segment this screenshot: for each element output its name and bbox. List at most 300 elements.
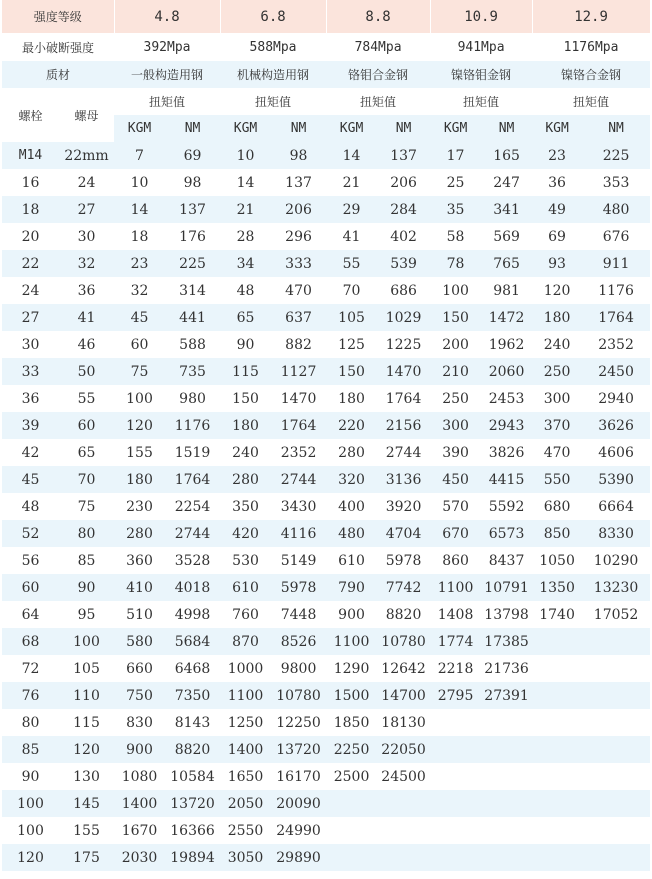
torque-nm: 2940 [598,390,634,407]
nut-size: 32 [59,250,114,277]
bolt-size: 24 [21,282,40,299]
torque-nm: 27391 [481,682,532,709]
torque-kgm: 60 [130,336,149,353]
torque-kgm: 860 [442,552,469,569]
torque-nm: 8143 [174,714,211,731]
torque-kgm: 200 [442,336,469,353]
table-row [2,574,650,601]
torque-nm: 176 [179,228,206,245]
torque-nm [582,763,650,790]
torque-nm [582,655,650,682]
torque-nm: 8526 [271,628,326,655]
torque-nm: 5149 [280,552,317,569]
bolt-size: 33 [2,358,59,385]
torque-nm: 588 [179,336,206,353]
torque-kgm: 420 [220,520,271,547]
torque-nm: 4606 [598,444,634,461]
torque-nm: 3826 [488,444,525,461]
grade-6-8: 6.8 [220,0,326,34]
grade-10-9: 10.9 [430,0,532,34]
table-row [2,385,650,412]
table-row [2,682,650,709]
torque-nm: 8820 [385,606,422,623]
torque-nm: 2744 [385,444,422,461]
torque-kgm: 300 [430,412,481,439]
torque-nm: 29890 [271,844,326,871]
torque-nm: 10584 [170,768,215,785]
torque-nm: 3430 [280,498,317,515]
torque-nm [377,844,430,871]
torque-kgm: 1400 [220,736,271,763]
table-row [2,628,650,655]
torque-nm: 69 [165,142,220,169]
torque-nm: 8330 [582,520,650,547]
torque-nm [582,844,650,871]
unit-kgm-header: KGM [220,115,271,142]
torque-kgm: 570 [442,498,469,515]
torque-kgm: 790 [326,574,377,601]
torque-kgm: 100 [442,282,469,299]
torque-nm: 10791 [481,574,532,601]
torque-kgm: 580 [114,628,165,655]
torque-nm: 676 [602,228,630,245]
torque-kgm: 350 [232,498,259,515]
torque-kgm: 14 [236,174,255,191]
torque-kgm: 55 [326,250,377,277]
torque-kgm: 2050 [220,790,271,817]
torque-kgm [430,817,481,844]
torque-kgm: 1250 [227,714,264,731]
torque-kgm: 65 [220,304,271,331]
torque-nm: 24500 [381,768,426,785]
torque-kgm [326,817,377,844]
torque-kgm: 610 [220,574,271,601]
torque-nm: 225 [582,142,650,169]
torque-kgm: 900 [338,606,365,623]
torque-nm: 2060 [481,358,532,385]
table-row [2,196,650,223]
bolt-size: 16 [21,174,40,191]
torque-nm: 686 [390,282,417,299]
torque-nm: 911 [582,250,650,277]
nut-size: 155 [73,822,100,839]
torque-nm: 480 [582,196,650,223]
torque-nm [377,790,430,817]
torque-nm: 1519 [174,444,211,461]
torque-kgm: 1080 [121,768,158,785]
torque-kgm: 1290 [333,660,370,677]
torque-nm: 1176 [165,412,220,439]
strength-value: 588Mpa [249,40,297,55]
torque-kgm [430,736,481,763]
bolt-size: 72 [21,660,40,677]
torque-nm: 882 [285,336,312,353]
torque-kgm: 48 [236,282,255,299]
torque-nm: 569 [493,228,520,245]
torque-kgm: 2550 [227,822,264,839]
torque-nm: 7448 [280,606,317,623]
torque-nm: 2254 [174,498,211,515]
unit-kgm-header: KGM [114,115,165,142]
bolt-size: 90 [21,768,40,785]
torque-nm: 5978 [271,574,326,601]
table-row [2,763,650,790]
torque-kgm: 280 [114,520,165,547]
torque-nm: 10290 [593,552,639,569]
bolt-size: 60 [2,574,59,601]
torque-kgm: 480 [326,520,377,547]
torque-nm: 314 [179,282,206,299]
torque-kgm: 530 [232,552,259,569]
torque-kgm: 90 [236,336,255,353]
torque-nm: 20090 [271,790,326,817]
torque-nm: 1764 [582,304,650,331]
nut-size: 30 [77,228,96,245]
unit-nm-header: NM [377,115,430,142]
torque-nm: 5390 [582,466,650,493]
unit-kgm-header: KGM [326,115,377,142]
torque-group-header: 扭矩值 [255,95,292,109]
torque-nm: 12250 [276,714,321,731]
torque-kgm: 2500 [333,768,370,785]
torque-nm: 16366 [170,822,215,839]
torque-kgm: 1100 [326,628,377,655]
torque-nm: 2450 [582,358,650,385]
torque-kgm: 510 [126,606,153,623]
torque-nm [481,736,532,763]
torque-kgm: 120 [543,282,571,299]
torque-nm: 353 [602,174,630,191]
grade-12-9: 12.9 [532,0,650,34]
torque-kgm: 29 [326,196,377,223]
torque-nm: 6573 [481,520,532,547]
torque-kgm [532,628,582,655]
torque-nm [582,790,650,817]
torque-nm: 1225 [385,336,422,353]
nut-size: 115 [73,714,100,731]
torque-kgm: 150 [232,390,259,407]
torque-kgm: 7 [114,142,165,169]
torque-nm: 17385 [481,628,532,655]
torque-nm: 137 [377,142,430,169]
nut-size: 80 [59,520,114,547]
nut-size: 100 [59,628,114,655]
torque-nm [582,736,650,763]
nut-size: 41 [59,304,114,331]
table-row [2,709,650,736]
grade-4-8: 4.8 [114,0,220,34]
torque-nm: 10780 [377,628,430,655]
torque-kgm: 370 [532,412,582,439]
torque-nm: 5684 [165,628,220,655]
bolt-size: 45 [2,466,59,493]
torque-nm: 2352 [598,336,634,353]
torque-kgm: 1740 [539,606,575,623]
torque-kgm: 115 [220,358,271,385]
nut-size: 46 [77,336,96,353]
torque-nm: 13230 [582,574,650,601]
torque-kgm: 470 [543,444,571,461]
nut-size: 85 [77,552,96,569]
torque-kgm: 2795 [430,682,481,709]
torque-kgm: 250 [532,358,582,385]
torque-table-body [2,0,650,871]
torque-nm: 1470 [377,358,430,385]
nut-size: 120 [59,736,114,763]
torque-kgm: 180 [220,412,271,439]
torque-kgm: 23 [532,142,582,169]
torque-nm: 5978 [385,552,422,569]
torque-nm: 470 [285,282,312,299]
bolt-size: 52 [2,520,59,547]
torque-kgm: 34 [220,250,271,277]
material-value: 镍铬合金钢 [532,61,650,88]
bolt-size: 100 [2,790,59,817]
material-value: 一般构造用钢 [114,61,220,88]
nut-size: 175 [59,844,114,871]
torque-nm: 17052 [593,606,639,623]
torque-kgm: 750 [114,682,165,709]
strength-value: 784Mpa [354,40,402,55]
torque-nm: 206 [271,196,326,223]
torque-kgm [532,844,582,871]
torque-nm: 2156 [377,412,430,439]
unit-nm-header: NM [481,115,532,142]
torque-nm: 1029 [377,304,430,331]
torque-kgm: 230 [126,498,153,515]
torque-kgm: 1408 [437,606,474,623]
torque-kgm [430,763,481,790]
torque-nm [481,709,532,736]
torque-kgm: 680 [543,498,571,515]
torque-kgm: 1670 [121,822,158,839]
torque-nm: 441 [165,304,220,331]
torque-kgm: 35 [430,196,481,223]
torque-nm: 8437 [488,552,525,569]
torque-kgm: 93 [532,250,582,277]
nut-size: 50 [59,358,114,385]
torque-nm: 98 [183,174,202,191]
torque-nm: 1962 [488,336,525,353]
nut-size: 70 [59,466,114,493]
torque-kgm [430,709,481,736]
torque-kgm: 150 [430,304,481,331]
torque-kgm [326,844,377,871]
torque-kgm: 100 [126,390,153,407]
torque-nm: 14700 [377,682,430,709]
torque-kgm: 105 [326,304,377,331]
torque-nm [481,817,532,844]
bolt-size: 80 [21,714,40,731]
table-row [2,844,650,871]
strength-label: 最小破断强度 [22,41,95,55]
torque-kgm: 870 [220,628,271,655]
table-row [2,466,650,493]
torque-kgm: 45 [114,304,165,331]
torque-kgm: 36 [548,174,566,191]
torque-kgm: 320 [326,466,377,493]
torque-kgm: 1100 [220,682,271,709]
torque-kgm: 240 [232,444,259,461]
table-row [2,223,650,250]
bolt-size: 56 [21,552,40,569]
torque-nm: 13798 [484,606,529,623]
torque-nm: 981 [493,282,520,299]
material-label: 质材 [2,61,114,88]
torque-nm: 2453 [488,390,525,407]
torque-kgm [532,682,582,709]
torque-kgm: 400 [338,498,365,515]
torque-kgm [532,817,582,844]
torque-kgm: 900 [114,736,165,763]
table-row [2,277,650,304]
torque-nm: 19894 [165,844,220,871]
torque-group-header: 扭矩值 [463,95,500,109]
torque-kgm: 2218 [437,660,474,677]
torque-kgm: 21 [342,174,361,191]
torque-nm [582,709,650,736]
nut-size: 90 [59,574,114,601]
torque-nm [481,763,532,790]
torque-kgm: 180 [114,466,165,493]
torque-nm: 1470 [280,390,317,407]
torque-nm: 225 [165,250,220,277]
torque-kgm: 760 [232,606,259,623]
torque-nm [377,817,430,844]
bolt-size: 18 [2,196,59,223]
table-row [2,817,650,844]
table-row [2,736,650,763]
bolt-size: 68 [2,628,59,655]
torque-kgm: 155 [126,444,153,461]
table-row [2,790,650,817]
torque-nm: 4704 [377,520,430,547]
torque-kgm: 58 [446,228,465,245]
table-row [2,331,650,358]
torque-group-header: 扭矩值 [573,95,610,109]
torque-nm [481,790,532,817]
torque-nm: 1472 [481,304,532,331]
torque-kgm: 14 [114,196,165,223]
torque-kgm: 550 [532,466,582,493]
torque-kgm [430,844,481,871]
torque-kgm: 240 [543,336,571,353]
torque-kgm: 21 [220,196,271,223]
strength-value: 392Mpa [143,40,191,55]
torque-kgm: 1050 [539,552,575,569]
table-row [2,304,650,331]
bolt-size: M14 [2,142,59,169]
torque-group-header: 扭矩值 [360,95,397,109]
torque-kgm: 49 [532,196,582,223]
torque-nm [481,844,532,871]
torque-kgm: 360 [126,552,153,569]
torque-kgm: 1100 [430,574,481,601]
bolt-size: 39 [2,412,59,439]
torque-nm: 22050 [377,736,430,763]
bolt-size: 85 [2,736,59,763]
torque-nm: 1764 [165,466,220,493]
torque-nm: 284 [377,196,430,223]
nut-size: 65 [77,444,96,461]
material-value: 铬钼合金钢 [326,61,430,88]
torque-nm: 9800 [280,660,317,677]
torque-nm: 21736 [484,660,529,677]
bolt-size: 76 [2,682,59,709]
torque-nm [582,682,650,709]
torque-nm: 137 [285,174,312,191]
torque-kgm [532,763,582,790]
torque-nm: 1127 [271,358,326,385]
torque-group-header: 扭矩值 [149,95,186,109]
torque-nm: 333 [271,250,326,277]
torque-kgm: 1000 [227,660,264,677]
bolt-size: 20 [21,228,40,245]
table-row [2,358,650,385]
torque-nm: 7350 [165,682,220,709]
torque-nm: 12642 [381,660,426,677]
torque-kgm: 220 [326,412,377,439]
nut-size: 60 [59,412,114,439]
torque-kgm: 69 [548,228,566,245]
torque-kgm: 125 [338,336,365,353]
strength-value: 1176Mpa [563,40,619,55]
table-row [2,493,650,520]
unit-nm-header: NM [165,115,220,142]
torque-nm: 4415 [481,466,532,493]
material-value: 机械构造用钢 [220,61,326,88]
torque-kgm: 150 [326,358,377,385]
nut-size: 55 [77,390,96,407]
torque-nm: 296 [285,228,312,245]
nut-size: 27 [59,196,114,223]
torque-kgm: 280 [338,444,365,461]
table-row [2,520,650,547]
torque-kgm: 18 [130,228,149,245]
torque-kgm [532,655,582,682]
torque-nm: 3920 [385,498,422,515]
torque-nm: 18130 [381,714,426,731]
torque-nm: 3136 [377,466,430,493]
torque-kgm: 210 [430,358,481,385]
torque-nm: 735 [165,358,220,385]
torque-nm: 13720 [165,790,220,817]
torque-nm: 4018 [165,574,220,601]
bolt-size: 48 [21,498,40,515]
torque-nm: 3528 [174,552,211,569]
torque-kgm: 610 [338,552,365,569]
nut-size: 36 [77,282,96,299]
bolt-size: 64 [21,606,40,623]
unit-kgm-header: KGM [532,115,582,142]
torque-nm: 2744 [271,466,326,493]
torque-nm: 402 [390,228,417,245]
torque-nm: 5592 [488,498,525,515]
bolt-size: 30 [21,336,40,353]
table-row [2,601,650,628]
torque-kgm: 410 [114,574,165,601]
torque-kgm: 2030 [114,844,165,871]
torque-kgm: 250 [442,390,469,407]
torque-nm: 206 [390,174,417,191]
strength-value: 941Mpa [457,40,505,55]
torque-kgm: 25 [446,174,465,191]
nut-header: 螺母 [74,108,99,123]
torque-nm: 637 [271,304,326,331]
torque-kgm: 180 [532,304,582,331]
torque-kgm [326,790,377,817]
bolt-size: 42 [21,444,40,461]
